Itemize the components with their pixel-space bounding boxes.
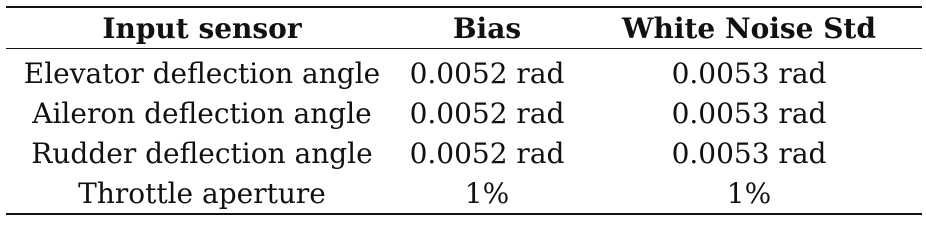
sensor-name-cell: Elevator deflection angle (23, 56, 381, 90)
table-row (6, 49, 922, 94)
header-bias: Bias (452, 11, 522, 45)
table-header (6, 7, 922, 49)
sensor-name-cell: Aileron deflection angle (32, 96, 372, 130)
bias-cell: 0.0052 rad (409, 136, 565, 170)
noise-std-cell: 0.0053 rad (671, 96, 827, 130)
header-white-noise-std: White Noise Std (622, 11, 876, 45)
noise-std-cell: 0.0053 rad (671, 56, 827, 90)
table-row (6, 133, 922, 173)
sensor-name-cell: Throttle aperture (78, 176, 326, 210)
table-row (6, 93, 922, 133)
noise-std-cell: 1% (726, 176, 772, 210)
bias-cell: 1% (464, 176, 510, 210)
bias-cell: 0.0052 rad (409, 96, 565, 130)
sensor-name-cell: Rudder deflection angle (31, 136, 373, 170)
sensor-noise-table (6, 6, 922, 215)
noise-std-cell: 0.0053 rad (671, 136, 827, 170)
header-input-sensor: Input sensor (102, 11, 302, 45)
header-row (6, 7, 922, 49)
table-body (6, 49, 922, 215)
table-row (6, 173, 922, 214)
bias-cell: 0.0052 rad (409, 56, 565, 90)
